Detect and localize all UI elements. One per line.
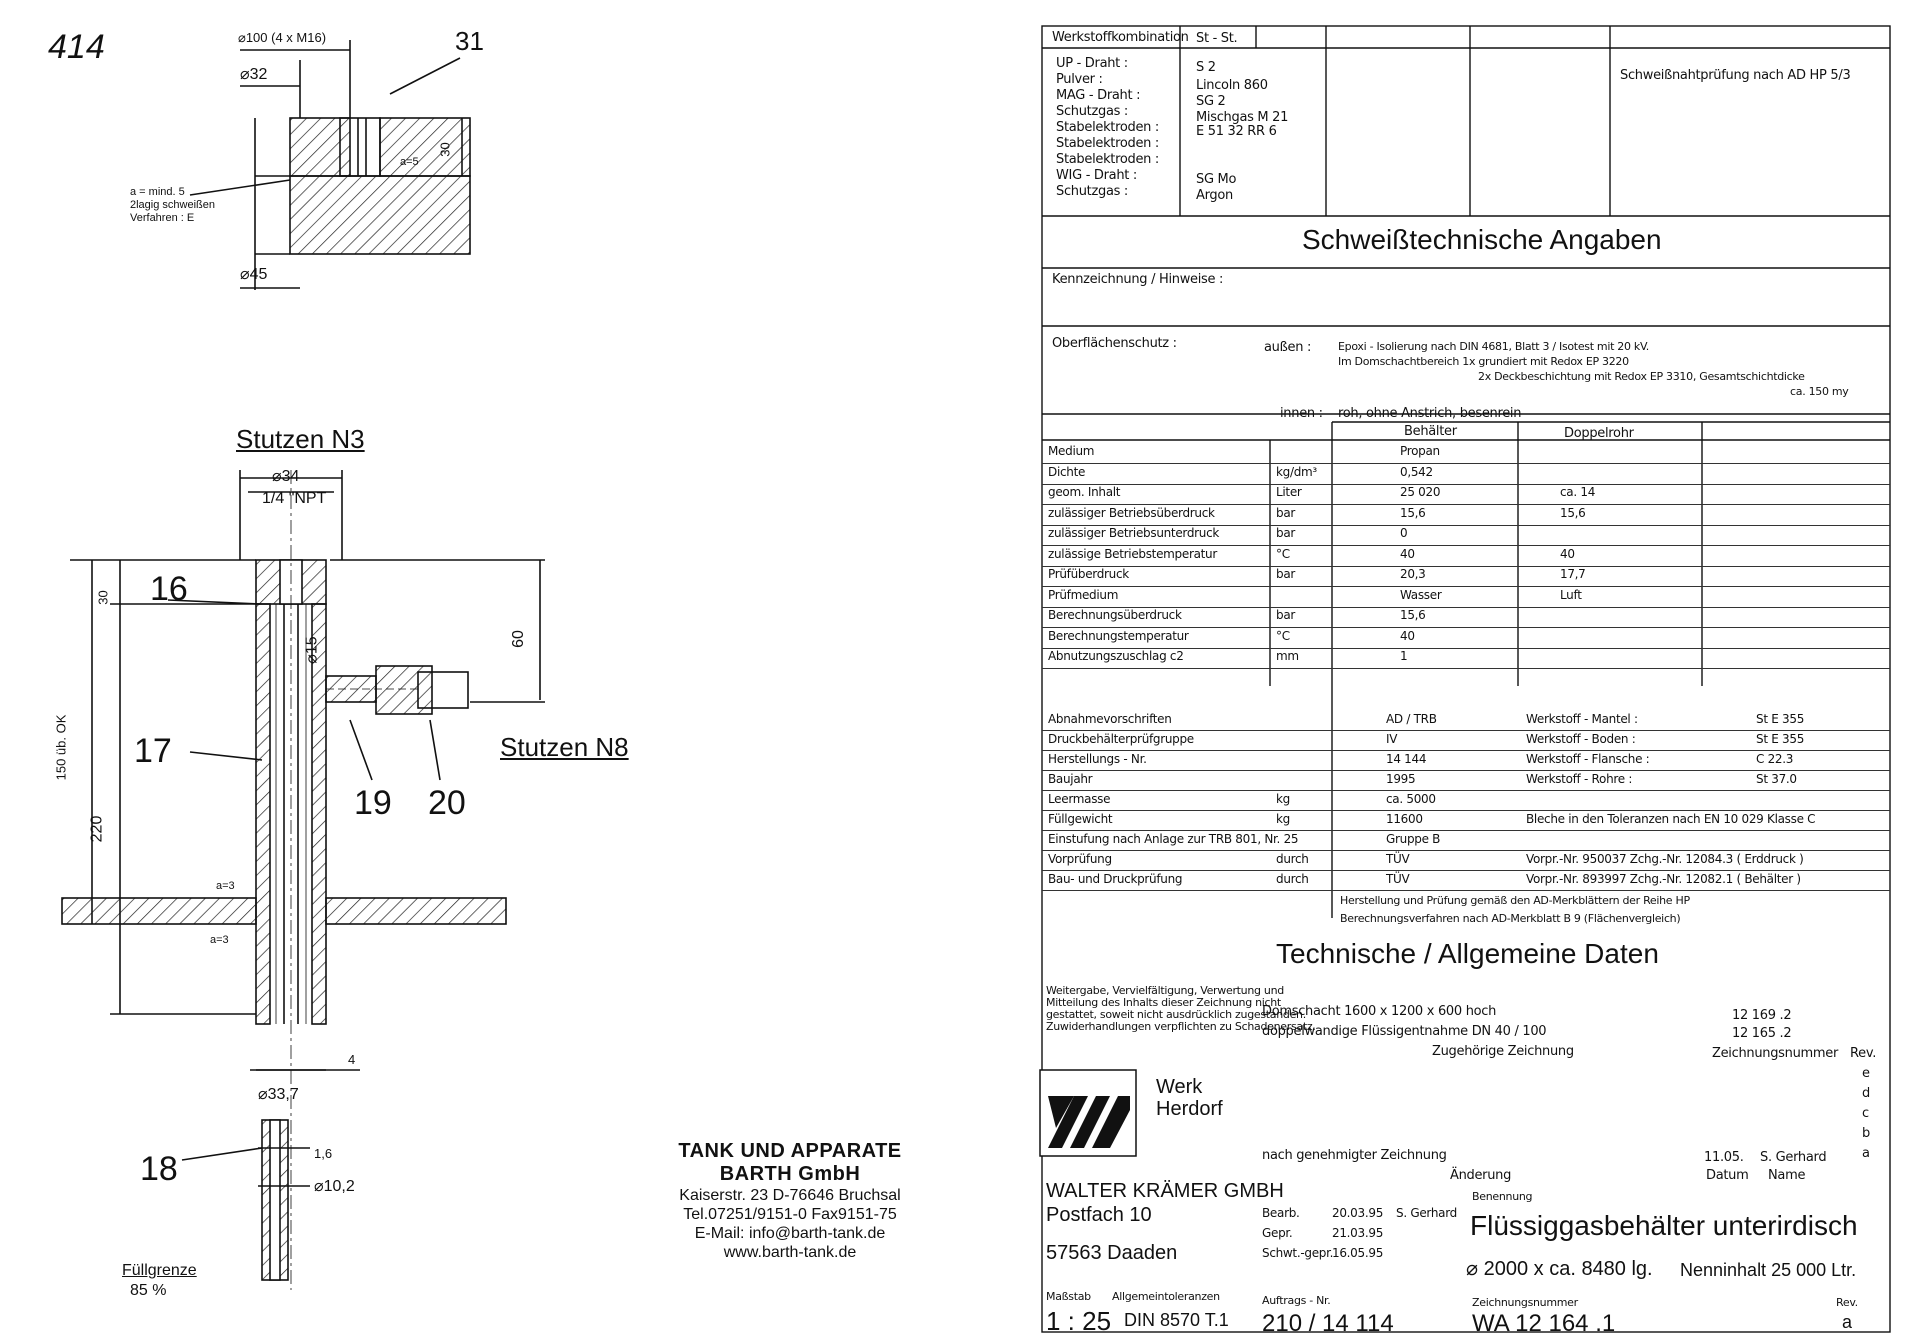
material-label-6: Stabelektroden : [1056, 152, 1160, 167]
rev-header: Rev. [1850, 1046, 1877, 1061]
param-label: zulässiger Betriebsunterdruck [1048, 526, 1220, 540]
material-label-7: WIG - Draht : [1056, 168, 1137, 183]
company-name-1: TANK UND APPARATE [678, 1140, 902, 1162]
datum-header: Datum [1706, 1168, 1749, 1183]
value-werkstoffkombination: St - St. [1196, 31, 1238, 46]
berechnung-note: Berechnungsverfahren nach AD-Merkblatt B 9 (Flächenvergleich) [1340, 912, 1681, 925]
rev-letter: e [1862, 1066, 1870, 1081]
approval-werkstoff-label: Bleche in den Toleranzen nach EN 10 029 Klasse C [1526, 812, 1816, 826]
dim-dia45: ⌀45 [240, 266, 268, 283]
signature-label: Bearb. [1262, 1206, 1300, 1220]
approval-label: Herstellungs - Nr. [1048, 752, 1147, 766]
dim-1-6: 1,6 [314, 1146, 333, 1161]
firm-line-2: 57563 Daaden [1046, 1242, 1178, 1264]
copyright-2: gestattet, soweit nicht ausdrücklich zugestanden. [1046, 1008, 1306, 1021]
dim-30-top: 30 [437, 142, 453, 157]
company-tel: Tel.07251/9151-0 Fax9151-75 [683, 1206, 897, 1223]
dim-dia100: ⌀100 (4 x M16) [238, 30, 327, 45]
massstab-header: Maßstab [1046, 1290, 1091, 1303]
pos-20: 20 [428, 784, 466, 822]
herdorf-label: Herdorf [1156, 1098, 1223, 1120]
copyright-1: Mitteilung des Inhalts dieser Zeichnung nicht [1046, 996, 1281, 1009]
row-divider [1042, 484, 1890, 485]
dim-dia102: ⌀10,2 [314, 1178, 355, 1195]
dim-dia34: ⌀34 [272, 468, 300, 485]
rev-letter: b [1862, 1126, 1870, 1141]
param-value-behaelter: 20,3 [1400, 567, 1426, 581]
param-unit: bar [1276, 526, 1296, 540]
zeichnr-value: WA 12 164 .1 [1472, 1310, 1616, 1337]
title-schweisstechnische-angaben: Schweißtechnische Angaben [1302, 224, 1662, 255]
approval-werkstoff-value: St E 355 [1756, 712, 1805, 726]
param-value-behaelter: 1 [1400, 649, 1408, 663]
weld-note-1: a = mind. 5 [130, 186, 185, 198]
param-value-behaelter: Propan [1400, 444, 1440, 458]
approval-value: AD / TRB [1386, 712, 1437, 726]
aussen-line-1: Im Domschachtbereich 1x grundiert mit Redox EP 3220 [1338, 355, 1629, 368]
rev-a-name: S. Gerhard [1760, 1150, 1827, 1165]
benennung-header: Benennung [1472, 1190, 1533, 1203]
param-value-doppelrohr: 15,6 [1560, 505, 1586, 520]
company-email: E-Mail: info@barth-tank.de [694, 1225, 886, 1242]
param-label: Dichte [1048, 464, 1086, 479]
material-value-4: E 51 32 RR 6 [1196, 124, 1277, 139]
firm-line-1: Postfach 10 [1046, 1204, 1152, 1226]
row-divider [1042, 586, 1890, 587]
weld-a3-a: a=3 [216, 880, 235, 892]
approval-label: Füllgewicht [1048, 812, 1113, 826]
approval-value: TÜV [1386, 872, 1410, 886]
approval-werkstoff-label: Werkstoff - Rohre : [1526, 772, 1633, 786]
name-header: Name [1768, 1168, 1806, 1183]
rev-a-date: 11.05. [1704, 1150, 1744, 1165]
label-stutzen-n8: Stutzen N8 [500, 732, 629, 762]
signature-date: 16.05.95 [1332, 1246, 1384, 1260]
row-divider [1042, 850, 1890, 851]
material-label-8: Schutzgas : [1056, 184, 1129, 199]
approval-werkstoff-label: Werkstoff - Flansche : [1526, 752, 1650, 766]
param-label: Medium [1048, 444, 1095, 458]
pos-31: 31 [455, 26, 484, 56]
param-label: zulässige Betriebstemperatur [1048, 546, 1217, 561]
param-value-doppelrohr: 17,7 [1560, 567, 1586, 581]
thread-npt: 1/4 "NPT [262, 490, 327, 507]
label-aussen: außen : [1264, 340, 1312, 355]
rev-value: a [1842, 1312, 1853, 1332]
innen-value: roh, ohne Anstrich, besenrein [1338, 406, 1522, 421]
approval-unit: kg [1276, 792, 1290, 806]
pos-18: 18 [140, 1150, 178, 1188]
page-number: 414 [48, 28, 105, 66]
material-value-8: Argon [1196, 188, 1233, 203]
toleranzen-value: DIN 8570 T.1 [1124, 1310, 1229, 1330]
material-value-3: Mischgas M 21 [1196, 110, 1289, 125]
schweissnaht-pruefung: Schweißnahtprüfung nach AD HP 5/3 [1620, 68, 1851, 83]
row-divider [1042, 566, 1890, 567]
material-label-0: UP - Draht : [1056, 56, 1128, 71]
approval-werkstoff-value: St E 355 [1756, 732, 1805, 746]
material-value-1: Lincoln 860 [1196, 78, 1268, 93]
material-label-1: Pulver : [1056, 72, 1103, 87]
dim-4: 4 [348, 1052, 356, 1067]
param-value-doppelrohr: ca. 14 [1560, 485, 1596, 499]
signature-date: 21.03.95 [1332, 1226, 1384, 1240]
rev-header-2: Rev. [1836, 1296, 1858, 1309]
approval-label: Baujahr [1048, 772, 1093, 786]
row-divider [1042, 890, 1890, 891]
param-unit: mm [1276, 649, 1299, 663]
domschacht-nr: 12 169 .2 [1732, 1008, 1792, 1023]
dim-30-n3: 30 [95, 590, 111, 605]
approval-value: ca. 5000 [1386, 792, 1436, 806]
param-label: Abnutzungszuschlag c2 [1048, 649, 1184, 663]
aussen-line-3: ca. 150 my [1790, 385, 1849, 398]
material-label-5: Stabelektroden : [1056, 136, 1160, 151]
approval-value: IV [1386, 732, 1398, 746]
param-value-behaelter: 15,6 [1400, 608, 1426, 622]
param-value-behaelter: 40 [1400, 628, 1415, 643]
zugehoerige-zeichnung: Zugehörige Zeichnung [1432, 1044, 1574, 1059]
copyright-3: Zuwiderhandlungen verpflichten zu Schadenersatz. [1046, 1020, 1316, 1033]
company-name-2: BARTH GmbH [719, 1163, 861, 1185]
approval-werkstoff-label: Vorpr.-Nr. 950037 Zchg.-Nr. 12084.3 ( Erddruck ) [1526, 852, 1804, 866]
flange-detail [190, 40, 470, 290]
approval-value: 14 144 [1386, 752, 1427, 766]
param-value-doppelrohr: Luft [1560, 587, 1582, 602]
material-label-3: Schutzgas : [1056, 104, 1129, 119]
weld-note-2: 2lagig schweißen [130, 199, 215, 211]
approval-value: TÜV [1386, 852, 1410, 866]
param-label: Prüfmedium [1048, 587, 1119, 602]
param-label: geom. Inhalt [1048, 485, 1121, 499]
signature-label: Gepr. [1262, 1226, 1293, 1240]
approval-unit: durch [1276, 852, 1309, 866]
approval-label: Bau- und Druckprüfung [1048, 872, 1183, 886]
dimension: ⌀ 2000 x ca. 8480 lg. [1466, 1258, 1653, 1280]
zeichnungsnummer-header: Zeichnungsnummer [1712, 1046, 1838, 1061]
auftrag-header: Auftrags - Nr. [1262, 1294, 1331, 1307]
row-divider [1042, 810, 1890, 811]
material-value-0: S 2 [1196, 60, 1216, 75]
firm-line-0: WALTER KRÄMER GMBH [1046, 1180, 1284, 1202]
param-value-behaelter: 40 [1400, 546, 1415, 561]
param-unit: °C [1276, 546, 1290, 561]
title-technische-daten: Technische / Allgemeine Daten [1276, 938, 1659, 969]
row-divider [1042, 870, 1890, 871]
approval-werkstoff-value: St 37.0 [1756, 772, 1797, 786]
param-label: Prüfüberdruck [1048, 567, 1129, 581]
zeichnr-header: Zeichnungsnummer [1472, 1296, 1578, 1309]
aussen-line-0: Epoxi - Isolierung nach DIN 4681, Blatt 3 / Isotest mit 20 kV. [1338, 340, 1649, 353]
approval-label: Abnahmevorschriften [1048, 712, 1172, 726]
herstellung-note: Herstellung und Prüfung gemäß den AD-Merkblättern der Reihe HP [1340, 894, 1690, 907]
approval-label: Vorprüfung [1048, 852, 1112, 866]
row-divider [1042, 730, 1890, 731]
param-unit: kg/dm³ [1276, 464, 1317, 479]
material-label-2: MAG - Draht : [1056, 88, 1141, 103]
signature-name: S. Gerhard [1396, 1206, 1457, 1220]
param-unit: bar [1276, 505, 1296, 520]
material-value-7: SG Mo [1196, 172, 1237, 187]
param-unit: bar [1276, 567, 1296, 581]
approval-value: 1995 [1386, 772, 1416, 786]
rev-letter: a [1862, 1146, 1870, 1161]
material-label-4: Stabelektroden : [1056, 120, 1160, 135]
weld-note-3: Verfahren : E [130, 212, 195, 224]
row-divider [1042, 830, 1890, 831]
label-stutzen-n3: Stutzen N3 [236, 424, 365, 454]
col-behaelter: Behälter [1404, 424, 1457, 439]
label-innen: innen : [1280, 406, 1323, 421]
approval-werkstoff-value: C 22.3 [1756, 752, 1794, 766]
benennung: Flüssiggasbehälter unterirdisch [1470, 1210, 1858, 1241]
dim-220: 220 [88, 815, 106, 843]
pos-16: 16 [150, 570, 188, 608]
param-value-behaelter: 25 020 [1400, 485, 1441, 499]
signature-date: 20.03.95 [1332, 1206, 1384, 1220]
walter-kraemer-logo-icon [1038, 1068, 1138, 1158]
approval-label: Leermasse [1048, 792, 1111, 806]
dim-dia32: ⌀32 [240, 66, 268, 83]
label-fuellgrenze: Füllgrenze [122, 1262, 197, 1279]
signature-label: Schwt.-gepr. [1262, 1246, 1334, 1260]
col-doppelrohr: Doppelrohr [1564, 426, 1634, 441]
label-werkstoffkombination: Werkstoffkombination [1052, 30, 1189, 45]
doppelwandige: doppelwandige Flüssigentnahme DN 40 / 100 [1262, 1024, 1547, 1039]
approval-werkstoff-label: Werkstoff - Mantel : [1526, 712, 1638, 726]
label-kennzeichnung: Kennzeichnung / Hinweise : [1052, 272, 1224, 287]
dim-150: 150 üb. OK [53, 714, 69, 781]
row-divider [1042, 668, 1890, 669]
toleranzen-header: Allgemeintoleranzen [1112, 1290, 1220, 1303]
param-value-behaelter: 0,542 [1400, 464, 1433, 479]
approval-label: Druckbehälterprüfgruppe [1048, 732, 1194, 746]
param-label: zulässiger Betriebsüberdruck [1048, 505, 1215, 520]
company-street: Kaiserstr. 23 D-76646 Bruchsal [679, 1187, 901, 1204]
param-unit: Liter [1276, 485, 1302, 499]
weld-a3-b: a=3 [210, 934, 229, 946]
doppelwandige-nr: 12 165 .2 [1732, 1026, 1792, 1041]
aenderung-header: Änderung [1450, 1168, 1512, 1183]
approval-value: Gruppe B [1386, 832, 1441, 846]
dim-dia337: ⌀33,7 [258, 1086, 299, 1103]
approval-unit: kg [1276, 812, 1290, 826]
auftrag-value: 210 / 14 114 [1262, 1310, 1394, 1337]
approval-unit: durch [1276, 872, 1309, 886]
aussen-line-2: 2x Deckbeschichtung mit Redox EP 3310, Gesamtschichtdicke [1478, 370, 1805, 383]
label-85-percent: 85 % [130, 1282, 167, 1299]
param-label: Berechnungstemperatur [1048, 628, 1189, 643]
dim-60: 60 [509, 630, 527, 648]
label-oberflaechenschutz: Oberflächenschutz : [1052, 336, 1177, 351]
copyright-0: Weitergabe, Vervielfältigung, Verwertung und [1046, 984, 1284, 997]
dim-dia15: ⌀15 [303, 636, 321, 664]
rev-letter: c [1862, 1106, 1869, 1121]
param-unit: °C [1276, 628, 1290, 643]
nenninhalt: Nenninhalt 25 000 Ltr. [1680, 1260, 1857, 1280]
pos-19: 19 [354, 784, 392, 822]
rev-letter: d [1862, 1086, 1870, 1101]
row-divider [1042, 770, 1890, 771]
param-value-behaelter: 15,6 [1400, 505, 1426, 520]
stutzen-n3-body [62, 470, 545, 1290]
massstab-value: 1 : 25 [1046, 1306, 1112, 1336]
param-value-doppelrohr: 40 [1560, 546, 1575, 561]
company-stamp [640, 1140, 940, 1262]
werk-label: Werk [1156, 1076, 1203, 1098]
approval-value: 11600 [1386, 812, 1423, 826]
weld-a5: a=5 [400, 156, 419, 168]
domschacht: Domschacht 1600 x 1200 x 600 hoch [1262, 1004, 1497, 1019]
row-divider [1042, 790, 1890, 791]
param-value-behaelter: 0 [1400, 526, 1408, 540]
company-web: www.barth-tank.de [723, 1244, 857, 1261]
row-divider [1042, 463, 1890, 464]
approval-label: Einstufung nach Anlage zur TRB 801, Nr. 25 [1048, 832, 1299, 846]
approval-werkstoff-label: Werkstoff - Boden : [1526, 732, 1636, 746]
row-divider [1042, 750, 1890, 751]
param-value-behaelter: Wasser [1400, 587, 1442, 602]
param-label: Berechnungsüberdruck [1048, 608, 1182, 622]
material-value-2: SG 2 [1196, 94, 1226, 109]
param-unit: bar [1276, 608, 1296, 622]
nach-genehmigter-zeichnung: nach genehmigter Zeichnung [1262, 1148, 1447, 1163]
approval-werkstoff-label: Vorpr.-Nr. 893997 Zchg.-Nr. 12082.1 ( Behälter ) [1526, 872, 1801, 886]
pos-17: 17 [134, 732, 172, 770]
